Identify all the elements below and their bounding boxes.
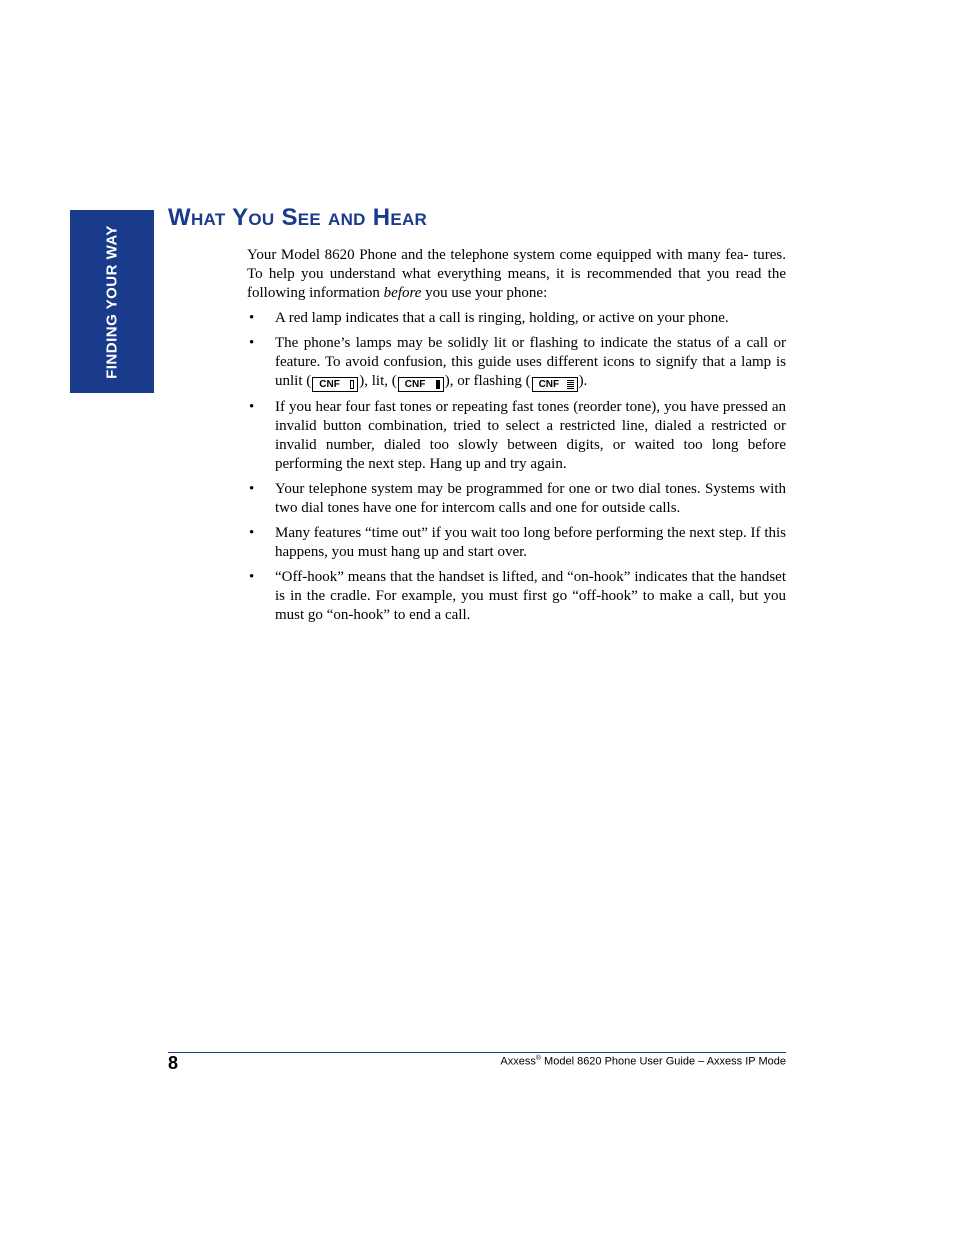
list-item <box>247 524 786 562</box>
bullet-list <box>247 309 786 625</box>
cnf-key-lit-icon <box>398 377 444 392</box>
footer-divider <box>168 1052 786 1053</box>
list-item-text: ). <box>578 373 588 389</box>
list-item <box>247 398 786 474</box>
list-item-text: ), or flashing ( <box>444 373 531 389</box>
bullet-icon: • <box>249 335 255 351</box>
list-item-text: Your telephone system may be programmed for one or two dial tones. Systems with two dial tones have one for intercom calls and one for outside calls. <box>275 481 786 516</box>
bullet-icon: • <box>249 525 255 541</box>
list-item-text: A red lamp indicates that a call is ringing, holding, or active on your phone. <box>275 310 729 326</box>
footer-guide-title <box>500 1055 786 1068</box>
page-number: 8 <box>168 1053 179 1073</box>
main-content <box>247 246 786 631</box>
bullet-icon: • <box>249 399 255 415</box>
cnf-key-unlit-icon <box>312 377 358 392</box>
bullet-icon: • <box>249 481 255 497</box>
bullet-icon: • <box>249 310 255 326</box>
list-item-text: If you hear four fast tones or repeating fast tones (reorder tone), you have pressed an invalid button combination, tried to select a restricted line, dialed a restricted or invalid number, dialed too slowly between digits, or waited too long before performing the next step. Hang up and try again. <box>275 399 786 472</box>
list-item-text: ), lit, ( <box>359 373 397 389</box>
intro-paragraph <box>247 246 786 303</box>
list-item <box>247 480 786 518</box>
bullet-icon: • <box>249 569 255 585</box>
footer-brand: Axxess <box>500 1055 536 1068</box>
cnf-key-label: CNF <box>319 379 340 390</box>
page-title: What You See and Hear <box>168 204 428 231</box>
list-item-text: The phone’s lamps may be solidly lit or flashing to indicate the status of a call or feature. To avoid confusion, this guide uses different icons to signify that a lamp is unlit ( <box>275 335 786 389</box>
list-item-text: “Off-hook” means that the handset is lifted, and “on-hook” indicates that the handset is in the cradle. For example, you must first go “off-hook” to make a call, but you must go “on-hook” to end a call. <box>275 569 786 623</box>
side-tab-label: FINDING YOUR WAY <box>103 224 121 379</box>
section-side-tab <box>70 210 154 393</box>
footer-title: Model 8620 Phone User Guide – Axxess IP Mode <box>541 1055 786 1068</box>
cnf-key-flashing-icon <box>532 377 578 392</box>
cnf-key-label: CNF <box>538 379 560 390</box>
cnf-key-label: CNF <box>404 379 426 390</box>
lamp-lit-icon <box>436 380 440 389</box>
intro-emphasis: before <box>383 285 422 301</box>
list-item-text: Many features “time out” if you wait too long before performing the next step. If this happens, you must hang up and start over. <box>275 525 786 560</box>
list-item <box>247 309 786 328</box>
registered-mark: ® <box>535 1055 541 1062</box>
intro-text-end: you use your phone: <box>421 285 548 301</box>
lamp-unlit-icon <box>350 380 354 389</box>
list-item <box>247 334 786 392</box>
intro-text-start: Your Model 8620 Phone and the telephone system come equipped with many fea- tures. To help you understand what everything means, it is recommended that you read the following information <box>247 247 786 301</box>
list-item <box>247 568 786 625</box>
lamp-flashing-icon <box>567 380 574 389</box>
